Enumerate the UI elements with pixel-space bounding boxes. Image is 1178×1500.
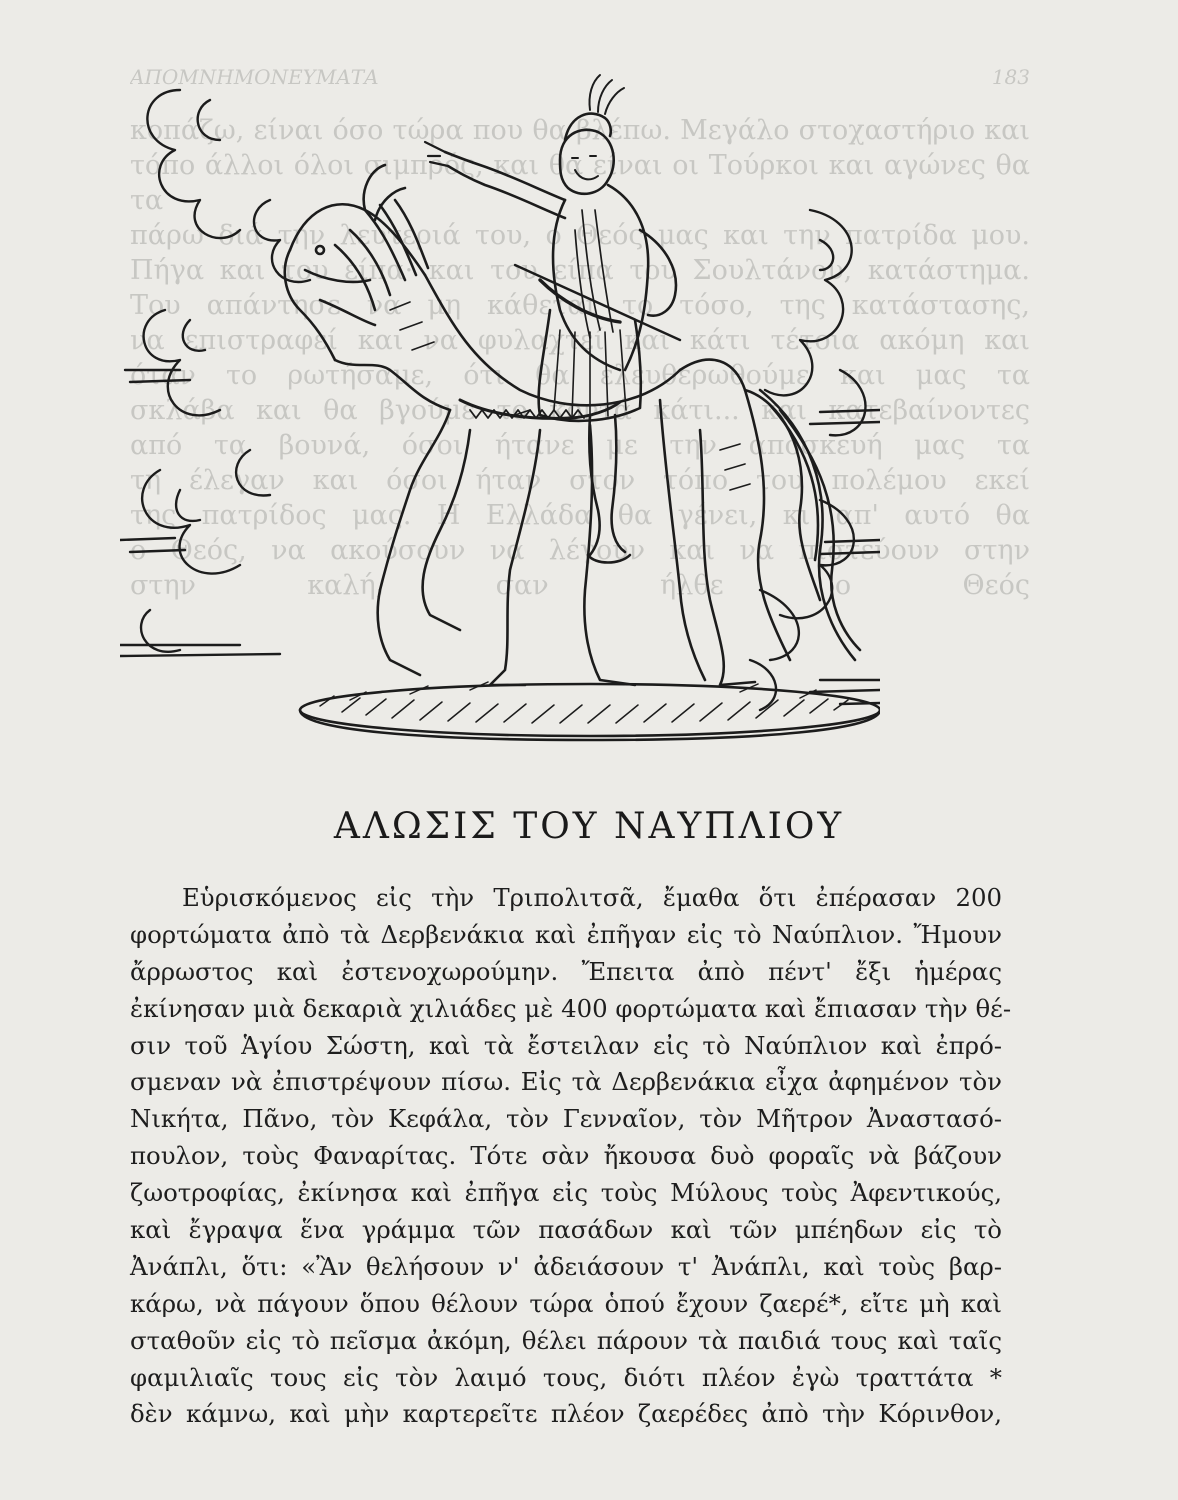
text-line: Ἀνάπλι, ὅτι: «Ἂν θελήσουν ν' ἀδειάσουν τ' Ἀνάπλι, καὶ τοὺς βαρ- xyxy=(130,1251,1002,1281)
bleed-line: όταν το ρωτήσαμε, ότι θα ελευθερωθούμε και μας τα xyxy=(130,360,1030,391)
bleed-line: Πήγα και του είπα· και του είπα του Σουλτάνου, κατάστημα. xyxy=(130,255,1030,286)
bleed-line: Του απάντησε να μη κάθεται το τόσο, της κατάστασης, xyxy=(130,290,1030,321)
text-line: φαμιλιαῖς τους εἰς τὸν λαιμό τους, διότι πλέον ἐγὼ τραττάτα * xyxy=(130,1362,1002,1392)
text-line: κάρω, νὰ πάγουν ὅπου θέλουν τώρα ὁπού ἔχουν ζαερέ*, εἴτε μὴ καὶ xyxy=(130,1288,1002,1318)
text-line: δὲν κάμνω, καὶ μὴν καρτερεῖτε πλέον ζαερέδες ἀπὸ τὴν Κόρινθον, xyxy=(130,1399,1002,1429)
text-line: σμεναν νὰ ἐπιστρέψουν πίσω. Εἰς τὰ Δερβενάκια εἶχα ἀφημένον τὸν xyxy=(130,1067,1002,1097)
statue-base xyxy=(300,682,880,740)
bleed-header-left: ΑΠΟΜΝΗΜΟΝΕΥΜΑΤΑ xyxy=(130,65,379,89)
text-line: Εὑρισκόμενος εἰς τὴν Τριπολιτσᾶ, ἔμαθα ὅτι ἐπέρασαν 200 xyxy=(182,883,1002,912)
bleed-line: σκλάβα και θα βγούμε το κοντά κάτι... και κατεβαίνοντες xyxy=(130,395,1030,426)
smoke-right xyxy=(750,210,880,710)
bleed-line: της πατρίδος μας. Η Ελλάδα θα γένει, κι απ' αυτό θα xyxy=(130,500,1030,531)
text-line: ἄρρωστος καὶ ἐστενοχωρούμην. Ἔπειτα ἀπὸ πέντ' ἔξι ἡμέρας xyxy=(130,956,1002,986)
bleed-header-right: 183 xyxy=(991,65,1030,89)
equestrian-statue-illustration xyxy=(120,70,880,750)
bleed-line: να επιστραφεί και να φυλαχτεί και κάτι τέτοια ακόμη και xyxy=(130,325,1030,356)
text-line: Νικήτα, Πᾶνο, τὸν Κεφάλα, τὸν Γενναῖον, τὸν Μῆτρον Ἀναστασό- xyxy=(130,1104,1002,1134)
text-line: ἐκίνησαν μιὰ δεκαριὰ χιλιάδες μὲ 400 φορτώματα καὶ ἔπιασαν τὴν θέ- xyxy=(130,993,1012,1023)
bleed-line: κοπάζω, είναι όσο τώρα που θα βλέπω. Μεγάλο στοχαστήριο και xyxy=(130,115,1030,146)
text-line: πουλον, τοὺς Φαναρίτας. Τότε σὰν ἤκουσα δυὸ φοραῖς νὰ βάζουν xyxy=(130,1141,1002,1171)
text-line: ζωοτροφίας, ἐκίνησα καὶ ἐπῆγα εἰς τοὺς Μύλους τοὺς Ἀφεντικούς, xyxy=(130,1178,1002,1208)
text-line: φορτώματα ἀπὸ τὰ Δερβενάκια καὶ ἐπῆγαν εἰς τὸ Ναύπλιον. Ἤμουν xyxy=(130,919,1002,949)
bleed-line: στην καλή, σαν ήλθε ο Θεός xyxy=(130,570,1030,601)
horse xyxy=(285,165,860,685)
text-line: σιν τοῦ Ἁγίου Σώστη, καὶ τὰ ἔστειλαν εἰς τὸ Ναύπλιον καὶ ἐπρό- xyxy=(130,1030,1002,1060)
bleed-line: τη έλεγαν και όσοι ήταν στον τόπο του πολέμου εκεί xyxy=(130,465,1030,496)
body-text xyxy=(130,880,1012,1433)
bleed-line: τόπο άλλοι όλοι σιμπρός, και θα είναι οι Τούρκοι και αγώνες θα τα xyxy=(130,150,1030,216)
rider xyxy=(425,75,680,563)
bleed-line: ο Θεός, να ακούσουν να λέγουν και να πιστεύουν στην xyxy=(130,535,1030,566)
smoke-left xyxy=(120,90,310,656)
bleed-line: από τα βουνά, όσοι ήτανε με την αποσκευή μας τα xyxy=(130,430,1030,461)
chapter-title: ΑΛΩΣΙΣ ΤΟΥ ΝΑΥΠΛΙΟΥ xyxy=(333,806,845,847)
text-line: καὶ ἔγραψα ἕνα γράμμα τῶν πασάδων καὶ τῶν μπέηδων εἰς τὸ xyxy=(130,1215,1002,1245)
bleed-line: πάρω διά την λευτεριά του, ο Θεός μας και την πατρίδα μου. xyxy=(130,220,1030,251)
text-line: σταθοῦν εἰς τὸ πεῖσμα ἀκόμη, θέλει πάρουν τὰ παιδιά τους καὶ ταῖς xyxy=(130,1325,1002,1355)
